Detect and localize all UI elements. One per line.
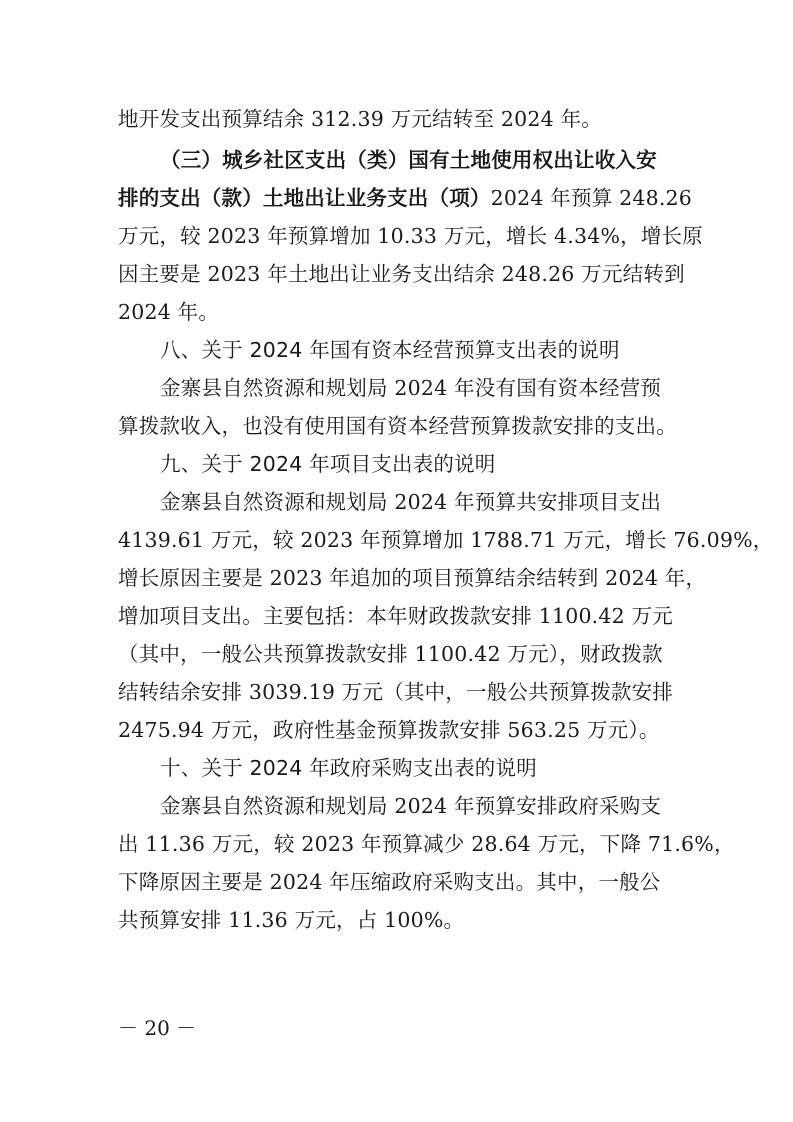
- paragraph-line: 金寨县自然资源和规划局 2024 年没有国有资本经营预: [160, 376, 662, 400]
- paragraph-line: 因主要是 2023 年土地出让业务支出结余 248.26 万元结转到: [118, 262, 685, 286]
- paragraph-line: 出 11.36 万元，较 2023 年预算减少 28.64 万元，下降 71.6%，: [118, 832, 735, 856]
- paragraph-line: 下降原因主要是 2024 年压缩政府采购支出。其中，一般公: [118, 870, 661, 894]
- paragraph-line: 金寨县自然资源和规划局 2024 年预算共安排项目支出: [160, 490, 662, 514]
- section-subheading-continuation: 排的支出（款）土地出让业务支出（项）: [118, 186, 491, 210]
- section-heading-9: 九、关于 2024 年项目支出表的说明: [160, 452, 496, 476]
- paragraph-line: 4139.61 万元，较 2023 年预算增加 1788.71 万元，增长 76.09%，: [118, 528, 774, 552]
- paragraph-line: 结转结余安排 3039.19 万元（其中，一般公共预算拨款安排: [118, 680, 674, 704]
- paragraph-line: 地开发支出预算结余 312.39 万元结转至 2024 年。: [118, 107, 602, 131]
- section-heading-10: 十、关于 2024 年政府采购支出表的说明: [160, 756, 537, 780]
- paragraph-line: 共预算安排 11.36 万元，占 100%。: [118, 908, 465, 932]
- section-heading-8: 八、关于 2024 年国有资本经营预算支出表的说明: [160, 338, 620, 362]
- paragraph-line: （其中，一般公共预算拨款安排 1100.42 万元），财政拨款: [118, 642, 663, 666]
- paragraph-line: 增长原因主要是 2023 年追加的项目预算结余结转到 2024 年，: [118, 566, 707, 590]
- paragraph-line: 金寨县自然资源和规划局 2024 年预算安排政府采购支: [160, 794, 662, 818]
- paragraph-line: 算拨款收入，也没有使用国有资本经营预算拨款安排的支出。: [118, 414, 677, 438]
- paragraph-line: 2475.94 万元，政府性基金预算拨款安排 563.25 万元）。: [118, 718, 660, 742]
- paragraph-line: 2024 年。: [118, 300, 220, 324]
- section-subheading-line: （三）城乡社区支出（类）国有土地使用权出让收入安: [160, 148, 657, 172]
- paragraph-line-mixed: [118, 184, 693, 212]
- page-number: － 20 －: [118, 1016, 197, 1040]
- paragraph-text: 2024 年预算 248.26: [490, 186, 693, 210]
- paragraph-line: 万元，较 2023 年预算增加 10.33 万元，增长 4.34%，增长原: [118, 224, 703, 248]
- paragraph-line: 增加项目支出。主要包括：本年财政拨款安排 1100.42 万元: [118, 604, 674, 628]
